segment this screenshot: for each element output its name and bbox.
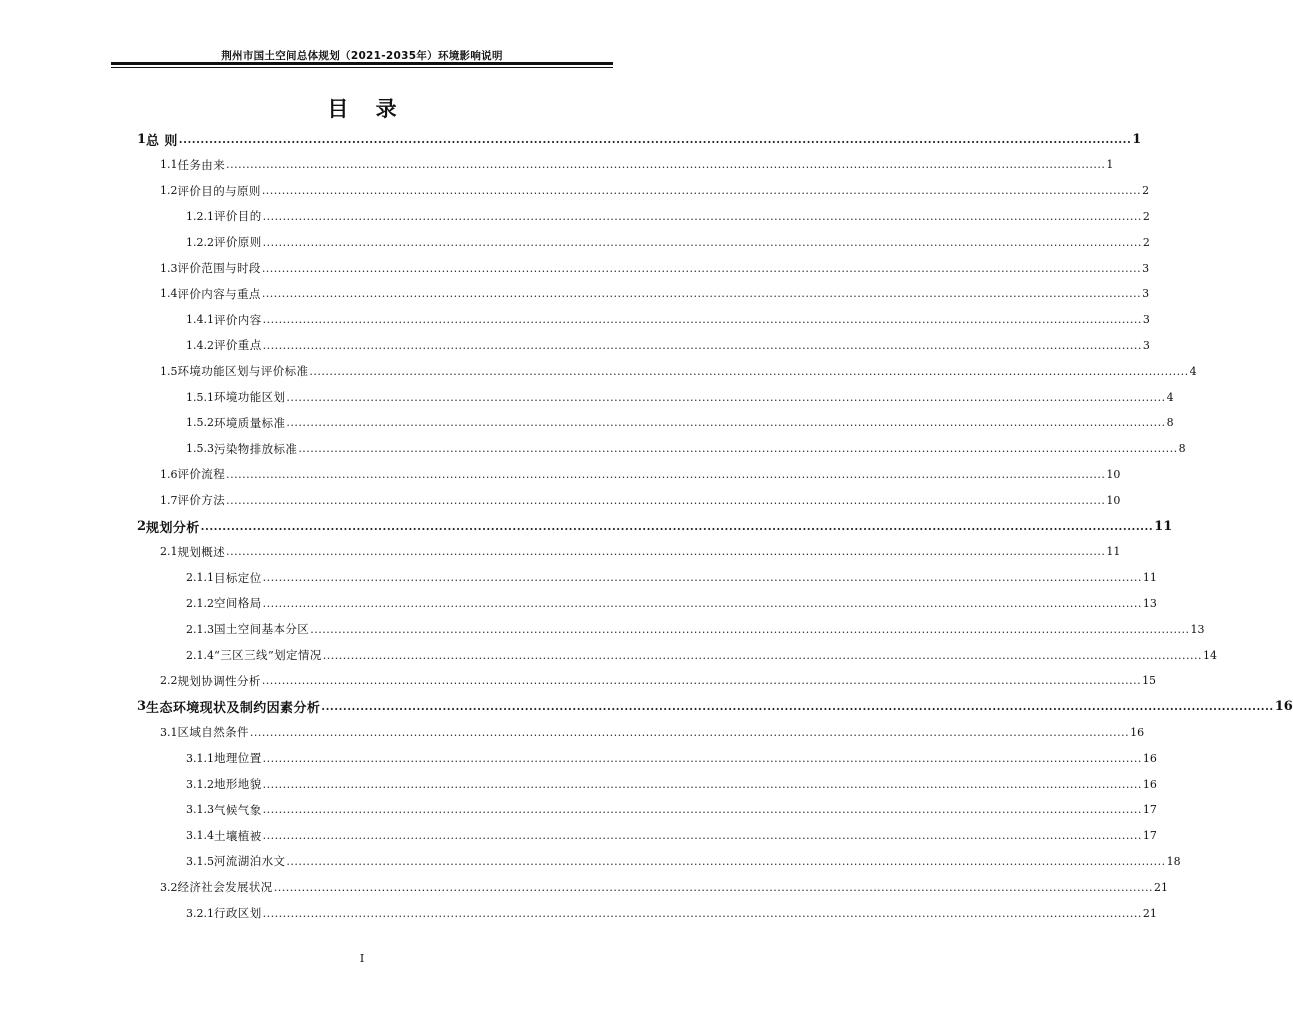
toc-entry[interactable] bbox=[186, 848, 1181, 874]
toc-entry-page: 21 bbox=[1142, 906, 1157, 920]
toc-entry[interactable] bbox=[186, 590, 1157, 616]
toc-entry[interactable] bbox=[186, 771, 1157, 797]
toc-entry[interactable] bbox=[137, 694, 1293, 720]
toc-entry-title: 土壤植被 bbox=[214, 828, 262, 843]
toc-leader-dots: ............................................................................................................................................................................................................................ bbox=[286, 416, 1166, 430]
toc-entry-number: 1.4.1 bbox=[186, 313, 214, 327]
running-header-title: 荆州市国土空间总体规划（2021-2035年）环境影响说明 bbox=[221, 50, 503, 62]
toc-entry-title: 评价方法 bbox=[177, 493, 226, 508]
toc-leader-dots: ............................................................................................................................................................................................................................ bbox=[262, 906, 1142, 920]
toc-entry-title: 规划协调性分析 bbox=[177, 673, 261, 688]
toc-entry-title: 目标定位 bbox=[214, 570, 262, 585]
toc-entry-number: 3.1.4 bbox=[186, 829, 214, 843]
toc-leader-dots: ............................................................................................................................................................................................................................ bbox=[226, 545, 1106, 559]
toc-entry-number: 1.2.1 bbox=[186, 209, 214, 223]
toc-entry-title: 任务由来 bbox=[177, 157, 226, 172]
toc-entry[interactable] bbox=[186, 745, 1157, 771]
toc-entry-number: 1.5.3 bbox=[186, 442, 214, 456]
toc-entry[interactable] bbox=[186, 642, 1218, 668]
toc-leader-dots: ............................................................................................................................................................................................................................ bbox=[261, 674, 1142, 688]
toc-entry-title: 评价原则 bbox=[214, 235, 262, 250]
toc-entry-title: 行政区划 bbox=[214, 906, 262, 920]
toc-entry-page: 11 bbox=[1106, 545, 1121, 559]
toc-entry[interactable] bbox=[186, 900, 1157, 926]
toc-entry-title: 空间格局 bbox=[214, 596, 262, 611]
toc-leader-dots: ............................................................................................................................................................................................................................ bbox=[200, 519, 1154, 533]
toc-entry-page: 10 bbox=[1106, 493, 1121, 507]
toc-leader-dots: ............................................................................................................................................................................................................................ bbox=[309, 364, 1189, 378]
toc-entry-title: 河流湖泊水文 bbox=[214, 854, 286, 869]
toc-entry-number: 1.4 bbox=[160, 287, 178, 301]
toc-entry-title: 环境质量标准 bbox=[214, 415, 286, 430]
toc-leader-dots: ............................................................................................................................................................................................................................ bbox=[286, 390, 1166, 404]
toc-leader-dots: ............................................................................................................................................................................................................................ bbox=[262, 803, 1142, 817]
toc-entry[interactable] bbox=[137, 126, 1142, 152]
toc-entry-page: 15 bbox=[1142, 674, 1157, 688]
toc-entry-number: 1.2 bbox=[160, 184, 178, 198]
toc-entry-number: 2.1.2 bbox=[186, 596, 214, 610]
toc-entry-page: 2 bbox=[1142, 235, 1150, 249]
toc-entry-number: 1.1 bbox=[160, 158, 178, 172]
toc-entry[interactable] bbox=[186, 229, 1150, 255]
toc-entry-page: 1 bbox=[1106, 158, 1114, 172]
toc-entry[interactable] bbox=[160, 281, 1150, 307]
toc-entry-number: 1 bbox=[137, 131, 147, 147]
toc-entry[interactable] bbox=[186, 616, 1205, 642]
toc-entry-title: 总 则 bbox=[146, 133, 178, 149]
toc-entry-page: 16 bbox=[1142, 777, 1157, 791]
toc-entry-page: 16 bbox=[1130, 725, 1145, 739]
toc-leader-dots: ............................................................................................................................................................................................................................ bbox=[262, 571, 1142, 585]
toc-entry-title: 评价流程 bbox=[177, 467, 226, 482]
toc-entry-page: 3 bbox=[1142, 313, 1150, 327]
toc-entry[interactable] bbox=[137, 513, 1173, 539]
toc-entry-page: 13 bbox=[1142, 596, 1157, 610]
toc-entry-number: 3.1.5 bbox=[186, 854, 214, 868]
toc-entry[interactable] bbox=[160, 255, 1150, 281]
toc-entry-title: “三区三线”划定情况 bbox=[214, 648, 322, 662]
toc-leader-dots: ............................................................................................................................................................................................................................ bbox=[262, 829, 1142, 843]
toc-entry-number: 2.1 bbox=[160, 545, 178, 559]
toc-entry-number: 3.1.3 bbox=[186, 803, 214, 817]
toc-entry-number: 3.1.2 bbox=[186, 777, 214, 791]
toc-entry[interactable] bbox=[186, 384, 1174, 410]
toc-entry-title: 气候气象 bbox=[214, 802, 262, 817]
toc-entry-page: 4 bbox=[1189, 364, 1197, 378]
toc-entry-title: 评价重点 bbox=[214, 338, 262, 353]
toc-leader-dots: ............................................................................................................................................................................................................................ bbox=[286, 854, 1166, 868]
toc-entry-number: 1.4.2 bbox=[186, 338, 214, 352]
toc-entry-page: 18 bbox=[1166, 854, 1181, 868]
toc-leader-dots: ............................................................................................................................................................................................................................ bbox=[261, 287, 1142, 301]
toc-entry[interactable] bbox=[160, 487, 1121, 513]
toc-leader-dots: ............................................................................................................................................................................................................................ bbox=[322, 648, 1203, 662]
toc-entry-title: 环境功能区划 bbox=[214, 390, 286, 404]
toc-leader-dots: ............................................................................................................................................................................................................................ bbox=[262, 751, 1142, 765]
toc-entry[interactable] bbox=[186, 203, 1150, 229]
toc-entry-title: 评价目的 bbox=[214, 209, 262, 224]
toc-entry-page: 3 bbox=[1142, 338, 1150, 352]
toc-leader-dots: ............................................................................................................................................................................................................................ bbox=[262, 209, 1142, 223]
toc-entry-page: 1 bbox=[1132, 131, 1142, 147]
toc-entry-number: 1.5.1 bbox=[186, 390, 214, 404]
toc-entry-page: 11 bbox=[1154, 518, 1173, 534]
toc-leader-dots: ............................................................................................................................................................................................................................ bbox=[262, 313, 1142, 327]
header-rule-thick bbox=[111, 62, 613, 65]
toc-entry[interactable] bbox=[160, 874, 1168, 900]
toc-entry-title: 生态环境现状及制约因素分析 bbox=[146, 701, 321, 717]
toc-entry-page: 10 bbox=[1106, 467, 1121, 481]
toc-entry-number: 3.1.1 bbox=[186, 751, 214, 765]
toc-entry-number: 3 bbox=[137, 699, 147, 715]
toc-entry-title: 评价内容与重点 bbox=[177, 286, 261, 301]
toc-entry-page: 16 bbox=[1142, 751, 1157, 765]
toc-leader-dots: ............................................................................................................................................................................................................................ bbox=[226, 467, 1106, 481]
toc-entry-number: 1.2.2 bbox=[186, 235, 214, 249]
toc-leader-dots: ............................................................................................................................................................................................................................ bbox=[226, 493, 1106, 507]
toc-entry[interactable] bbox=[160, 668, 1157, 694]
toc-entry-page: 8 bbox=[1166, 416, 1174, 430]
toc-leader-dots: ............................................................................................................................................................................................................................ bbox=[261, 261, 1142, 275]
toc-leader-dots: ............................................................................................................................................................................................................................ bbox=[273, 880, 1153, 894]
toc-leader-dots: ............................................................................................................................................................................................................................ bbox=[298, 442, 1178, 456]
toc-heading: 目 录 bbox=[327, 97, 397, 121]
toc-leader-dots: ............................................................................................................................................................................................................................ bbox=[310, 622, 1190, 636]
toc-entry-page: 17 bbox=[1142, 829, 1157, 843]
toc-leader-dots: ............................................................................................................................................................................................................................ bbox=[321, 700, 1274, 714]
toc-entry-number: 2 bbox=[137, 518, 147, 534]
toc-entry-page: 14 bbox=[1203, 648, 1218, 662]
toc-entry-page: 13 bbox=[1190, 622, 1205, 636]
toc-entry-page: 3 bbox=[1142, 261, 1150, 275]
toc-entry-number: 3.2.1 bbox=[186, 906, 214, 920]
toc-entry-title: 评价内容 bbox=[214, 312, 262, 327]
toc-entry-title: 评价范围与时段 bbox=[177, 261, 261, 275]
toc-entry-page: 2 bbox=[1142, 184, 1150, 198]
toc-entry[interactable] bbox=[160, 539, 1121, 565]
page-number: I bbox=[359, 952, 365, 965]
toc-entry-number: 3.1 bbox=[160, 725, 178, 739]
toc-entry[interactable] bbox=[186, 797, 1157, 823]
toc-entry[interactable] bbox=[160, 358, 1197, 384]
toc-entry[interactable] bbox=[186, 410, 1174, 436]
toc-entry-title: 国土空间基本分区 bbox=[214, 622, 310, 637]
header-rule-thin bbox=[111, 67, 613, 68]
toc-entry[interactable] bbox=[160, 719, 1145, 745]
toc-entry[interactable] bbox=[186, 565, 1157, 591]
toc-entry[interactable] bbox=[186, 823, 1157, 849]
toc-entry-number: 2.1.1 bbox=[186, 571, 214, 585]
toc-entry-number: 3.2 bbox=[160, 880, 178, 894]
toc-entry-title: 地理位置 bbox=[214, 751, 262, 766]
toc-entry[interactable] bbox=[160, 461, 1121, 487]
toc-entry-number: 1.7 bbox=[160, 493, 178, 507]
toc-entry-page: 3 bbox=[1142, 287, 1150, 301]
toc-entry-number: 1.3 bbox=[160, 261, 178, 275]
toc-entry-number: 2.2 bbox=[160, 674, 178, 688]
toc-entry-page: 2 bbox=[1142, 209, 1150, 223]
toc-entry[interactable] bbox=[160, 178, 1150, 204]
toc-entry-number: 2.1.3 bbox=[186, 622, 214, 636]
toc-entry-page: 4 bbox=[1166, 390, 1174, 404]
toc-leader-dots: ............................................................................................................................................................................................................................ bbox=[262, 235, 1142, 249]
toc-leader-dots: ............................................................................................................................................................................................................................ bbox=[262, 338, 1142, 352]
toc-entry-page: 16 bbox=[1274, 699, 1293, 715]
toc-leader-dots: ............................................................................................................................................................................................................................ bbox=[262, 777, 1142, 791]
toc-leader-dots: ............................................................................................................................................................................................................................ bbox=[178, 132, 1132, 146]
toc-entry-title: 规划分析 bbox=[146, 520, 200, 536]
toc-entry-number: 1.5 bbox=[160, 364, 178, 378]
toc-entry-page: 8 bbox=[1178, 442, 1186, 456]
toc-entry-title: 地形地貌 bbox=[214, 777, 262, 791]
toc-entry-number: 1.6 bbox=[160, 467, 178, 481]
toc-entry-title: 规划概述 bbox=[177, 544, 226, 559]
toc-leader-dots: ............................................................................................................................................................................................................................ bbox=[262, 596, 1142, 610]
toc-entry-number: 2.1.4 bbox=[186, 648, 214, 662]
toc-leader-dots: ............................................................................................................................................................................................................................ bbox=[226, 158, 1106, 172]
toc-entry[interactable] bbox=[186, 436, 1186, 462]
toc-entry-title: 污染物排放标准 bbox=[214, 441, 298, 456]
toc-entry-page: 17 bbox=[1142, 803, 1157, 817]
toc-entry[interactable] bbox=[160, 152, 1114, 178]
toc-entry-number: 1.5.2 bbox=[186, 416, 214, 430]
toc-entry-page: 21 bbox=[1153, 880, 1168, 894]
toc-entry-title: 经济社会发展状况 bbox=[177, 880, 273, 895]
toc-entry-title: 评价目的与原则 bbox=[177, 183, 261, 198]
toc-leader-dots: ............................................................................................................................................................................................................................ bbox=[249, 725, 1130, 739]
toc-entry-title: 环境功能区划与评价标准 bbox=[177, 364, 309, 379]
toc-leader-dots: ............................................................................................................................................................................................................................ bbox=[261, 184, 1142, 198]
toc-entry-page: 11 bbox=[1142, 571, 1157, 585]
toc-entry-title: 区域自然条件 bbox=[177, 725, 249, 740]
toc-entry[interactable] bbox=[186, 307, 1150, 333]
toc-entry[interactable] bbox=[186, 332, 1150, 358]
